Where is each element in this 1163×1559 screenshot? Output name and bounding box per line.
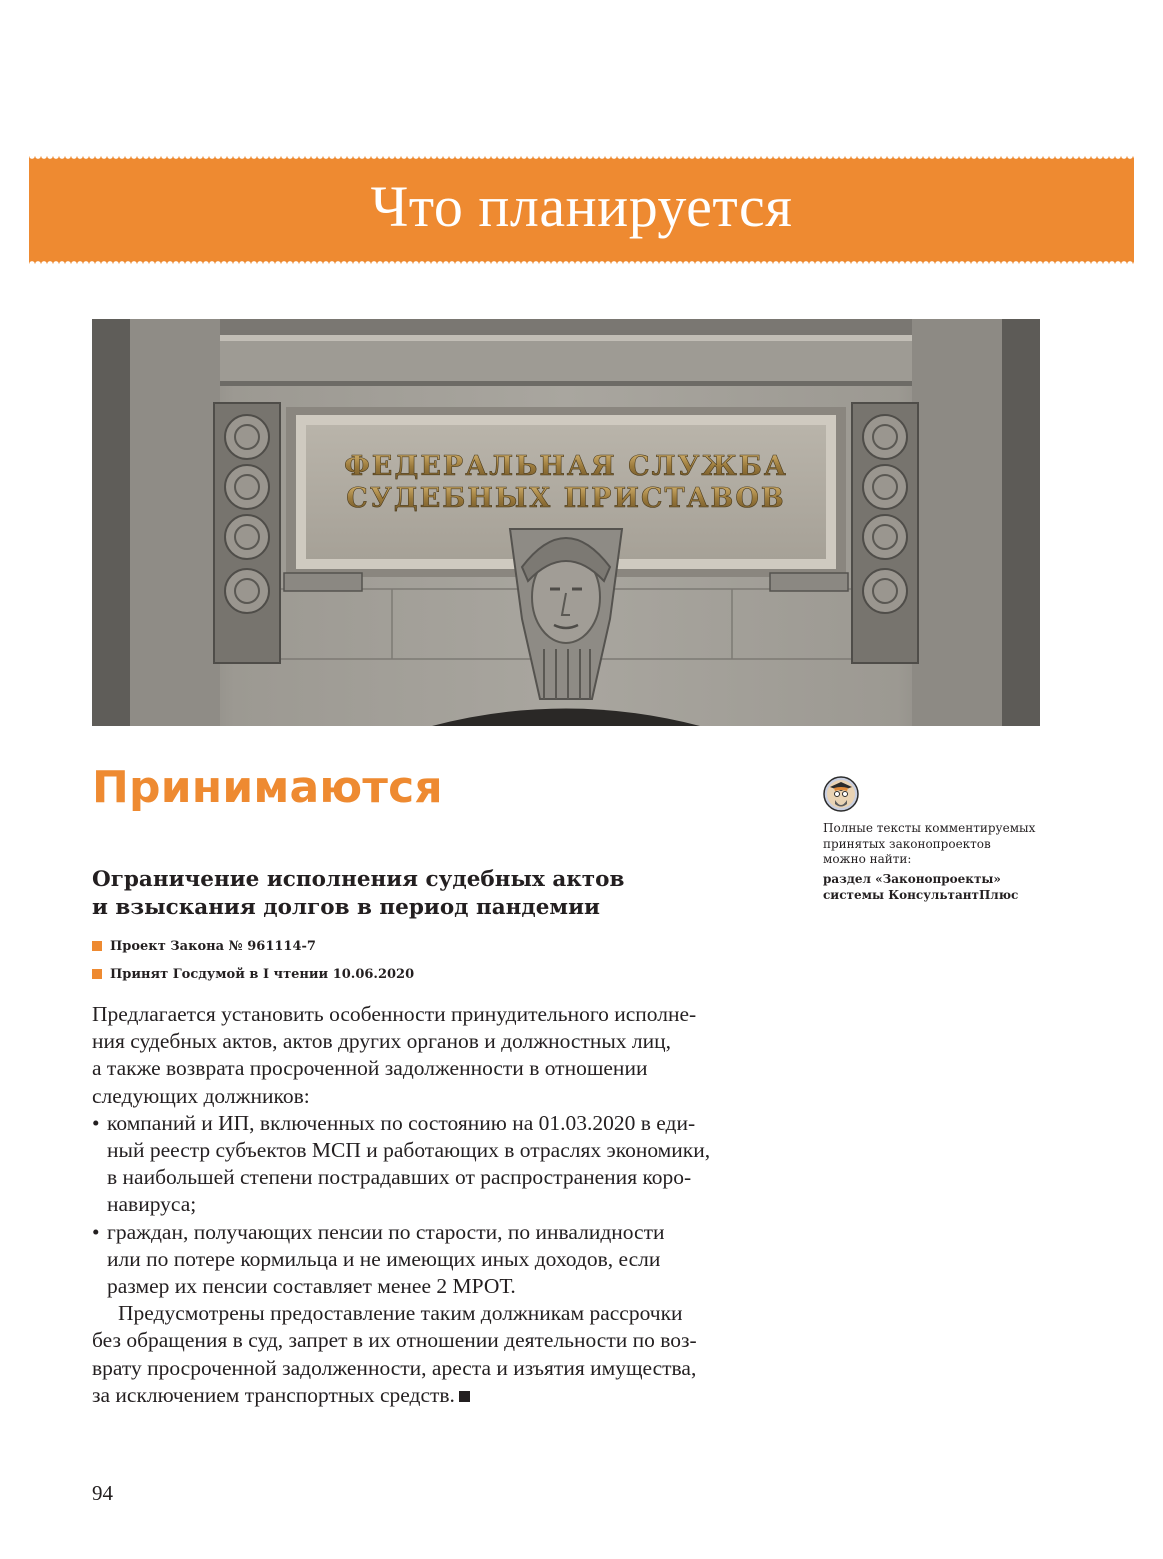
article-title-line: и взыскания долгов в период пандемии <box>92 895 600 920</box>
text-line: размер их пенсии составляет менее 2 МРОТ. <box>107 1274 516 1299</box>
sidebar-note <box>823 776 1063 903</box>
text-line: ния судебных актов, актов других органов и должностных лиц, <box>92 1029 672 1054</box>
banner-title: Что планируется <box>370 174 793 239</box>
text-line: системы КонсультантПлюс <box>823 887 1019 902</box>
text-line: без обращения в суд, запрет в их отношении деятельности по воз- <box>92 1328 697 1353</box>
article-meta <box>92 932 414 988</box>
meta-text: Проект Закона № 961114-7 <box>110 938 316 954</box>
facade-photo <box>92 319 1040 726</box>
text-line: Полные тексты комментируемых <box>823 821 1036 835</box>
list-item <box>92 1110 772 1219</box>
scholar-avatar-icon <box>823 776 859 812</box>
end-of-article-icon <box>459 1391 470 1402</box>
section-title: Принимаются <box>92 762 443 813</box>
text-line: Предусмотрены предоставление таким должникам рассрочки <box>118 1301 683 1326</box>
text-line: ный реестр субъектов МСП и работающих в отраслях экономики, <box>107 1138 711 1163</box>
square-bullet-icon <box>92 969 102 979</box>
meta-item-status <box>92 960 414 988</box>
intro-paragraph <box>92 1001 772 1110</box>
text-line: можно найти: <box>823 852 912 866</box>
article-title <box>92 866 732 922</box>
section-banner <box>29 156 1134 264</box>
sign-line-1: ФЕДЕРАЛЬНАЯ СЛУЖБА <box>344 451 788 482</box>
list-item <box>92 1219 772 1301</box>
article-body <box>92 1001 772 1409</box>
sidebar-source <box>823 871 1063 903</box>
text-line: врату просроченной задолженности, ареста и изъятия имущества, <box>92 1355 697 1380</box>
sign-line-2: СУДЕБНЫХ ПРИСТАВОВ <box>346 483 786 514</box>
text-line: принятых законопроектов <box>823 836 991 851</box>
article-title-line: Ограничение исполнения судебных актов <box>92 867 625 892</box>
text-line: Предлагается установить особенности принудительного исполне- <box>92 1002 697 1026</box>
closing-paragraph <box>92 1300 772 1409</box>
text-line: компаний и ИП, включенных по состоянию на 01.03.2020 в еди- <box>107 1110 696 1135</box>
square-bullet-icon <box>92 941 102 951</box>
sidebar-text <box>823 821 1063 868</box>
text-line: или по потере кормильца и не имеющих иных доходов, если <box>107 1246 661 1271</box>
page-number: 94 <box>92 1481 113 1505</box>
meta-text: Принят Госдумой в I чтении 10.06.2020 <box>110 966 415 982</box>
text-line: граждан, получающих пенсии по старости, по инвалидности <box>107 1219 665 1244</box>
meta-item-bill <box>92 932 414 960</box>
text-line: раздел «Законопроекты» <box>823 871 1001 886</box>
text-line: следующих должников: <box>92 1083 310 1108</box>
text-line: за исключением транспортных средств. <box>92 1382 455 1407</box>
bullet-icon: • <box>92 1110 100 1135</box>
text-line: а также возврата просроченной задолженности в отношении <box>92 1056 648 1081</box>
text-line: навируса; <box>107 1192 197 1217</box>
text-line: в наибольшей степени пострадавших от распространения коро- <box>107 1165 692 1190</box>
bullet-icon: • <box>92 1219 100 1244</box>
